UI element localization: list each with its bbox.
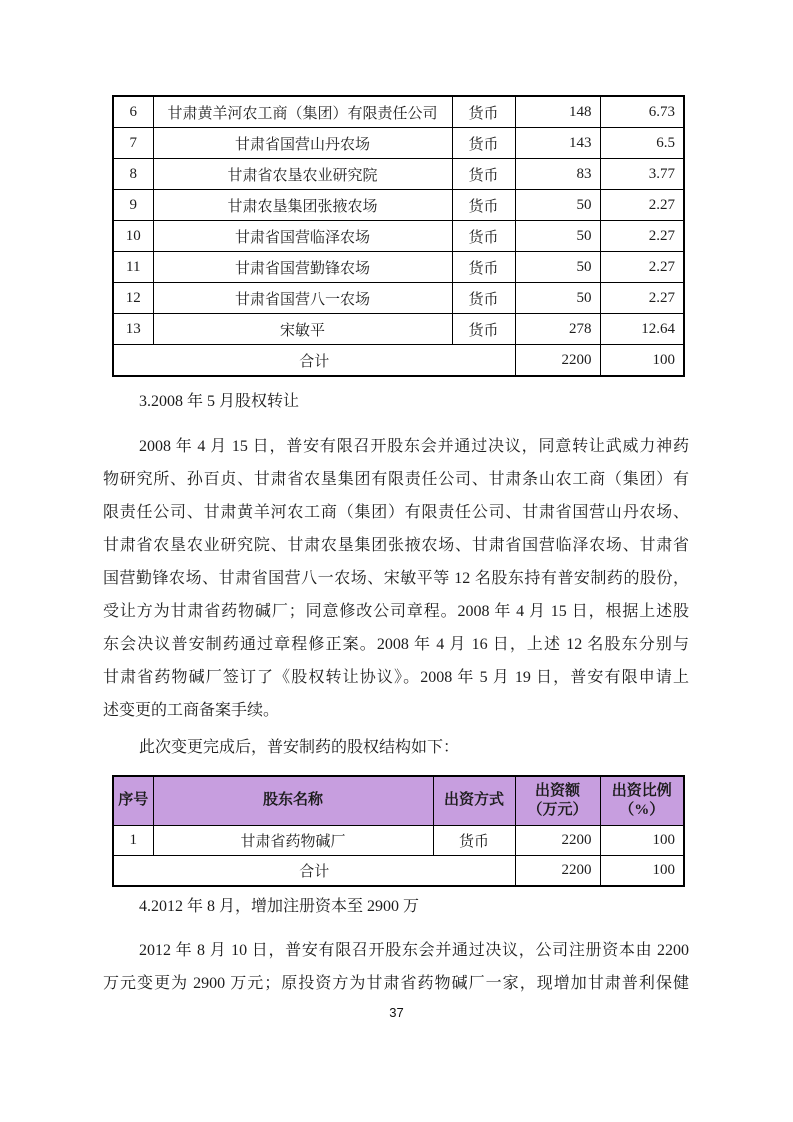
header-shareholder-name: 股东名称	[153, 776, 433, 826]
cell-shareholder-name: 甘肃省国营临泽农场	[153, 221, 452, 252]
cell-amount: 143	[515, 128, 600, 159]
cell-contribution-method: 货币	[452, 283, 515, 314]
text-line: 国营勤锋农场、甘肃省国营八一农场、宋敏平等 12 名股东持有普安制药的股份，	[103, 570, 689, 587]
text-line: 甘肃省农垦农业研究院、甘肃农垦集团张掖农场、甘肃省国营临泽农场、甘肃省	[103, 537, 689, 554]
total-label: 合计	[113, 345, 515, 377]
cell-ratio: 3.77	[600, 159, 684, 190]
cell-seq: 13	[113, 314, 153, 345]
text-line: 限责任公司、甘肃黄羊河农工商（集团）有限责任公司、甘肃省国营山丹农场、	[103, 504, 689, 521]
table-row	[113, 96, 684, 128]
section-3-heading: 3.2008 年 5 月股权转让	[139, 393, 300, 410]
total-ratio: 100	[600, 856, 684, 887]
cell-contribution-method: 货币	[452, 252, 515, 283]
header-amount-line1: 出资额	[534, 782, 580, 799]
header-ratio-line2: （%）	[619, 802, 665, 818]
table-intro-line	[103, 731, 689, 764]
text-line: 受让方为甘肃省药物碱厂；同意修改公司章程。2008 年 4 月 15 日，根据上述股	[103, 603, 689, 620]
section-3-paragraph	[103, 430, 689, 727]
cell-ratio: 2.27	[600, 221, 684, 252]
cell-shareholder-name: 甘肃省药物碱厂	[153, 826, 433, 856]
cell-contribution-method: 货币	[452, 221, 515, 252]
table-row	[113, 252, 684, 283]
section-4-paragraph	[103, 934, 689, 1000]
cell-amount: 50	[515, 283, 600, 314]
header-amount	[515, 776, 600, 826]
text-line: 甘肃省药物碱厂签订了《股权转让协议》。2008 年 5 月 19 日，普安有限申请上	[103, 669, 689, 686]
cell-contribution-method: 货币	[452, 96, 515, 128]
table-total-row	[113, 856, 684, 887]
text-line: 万元变更为 2900 万元；原投资方为甘肃省药物碱厂一家，现增加甘肃普利保健	[103, 975, 689, 992]
cell-amount: 148	[515, 96, 600, 128]
cell-shareholder-name: 甘肃农垦集团张掖农场	[153, 190, 452, 221]
cell-seq: 11	[113, 252, 153, 283]
table-row	[113, 283, 684, 314]
cell-seq: 10	[113, 221, 153, 252]
header-ratio	[600, 776, 684, 826]
text-line: 述变更的工商备案手续。	[103, 702, 280, 719]
table-row	[113, 159, 684, 190]
header-contribution-method: 出资方式	[433, 776, 515, 826]
cell-amount: 278	[515, 314, 600, 345]
cell-seq: 7	[113, 128, 153, 159]
page-number: 37	[389, 1005, 404, 1020]
cell-contribution-method: 货币	[452, 314, 515, 345]
table-row	[113, 221, 684, 252]
total-amount: 2200	[515, 345, 600, 377]
table-row	[113, 826, 684, 856]
cell-amount: 50	[515, 190, 600, 221]
cell-contribution-method: 货币	[452, 128, 515, 159]
table-header-row	[113, 776, 684, 826]
table-row	[113, 190, 684, 221]
header-amount-line2: （万元）	[527, 802, 588, 818]
cell-ratio: 12.64	[600, 314, 684, 345]
cell-shareholder-name: 甘肃省农垦农业研究院	[153, 159, 452, 190]
cell-ratio: 6.73	[600, 96, 684, 128]
cell-contribution-method: 货币	[452, 159, 515, 190]
cell-seq: 6	[113, 96, 153, 128]
text-line: 物研究所、孙百贞、甘肃省农垦集团有限责任公司、甘肃条山农工商（集团）有	[103, 471, 689, 488]
cell-contribution-method: 货币	[452, 190, 515, 221]
text-line: 2012 年 8 月 10 日，普安有限召开股东会并通过决议，公司注册资本由 2200	[139, 942, 689, 959]
shareholder-table-continued	[112, 95, 685, 377]
text-line: 此次变更完成后，普安制药的股权结构如下：	[139, 739, 460, 756]
total-label: 合计	[113, 856, 515, 887]
cell-ratio: 100	[600, 826, 684, 856]
cell-amount: 50	[515, 221, 600, 252]
cell-ratio: 6.5	[600, 128, 684, 159]
cell-seq: 8	[113, 159, 153, 190]
cell-amount: 83	[515, 159, 600, 190]
table-row	[113, 314, 684, 345]
cell-seq: 1	[113, 826, 153, 856]
cell-ratio: 2.27	[600, 283, 684, 314]
cell-shareholder-name: 甘肃省国营八一农场	[153, 283, 452, 314]
cell-ratio: 2.27	[600, 190, 684, 221]
total-ratio: 100	[600, 345, 684, 377]
total-amount: 2200	[515, 856, 600, 887]
text-line: 东会决议普安制药通过章程修正案。2008 年 4 月 16 日，上述 12 名股东分别与	[103, 636, 689, 653]
cell-seq: 9	[113, 190, 153, 221]
text-line: 2008 年 4 月 15 日，普安有限召开股东会并通过决议，同意转让武威力神药	[139, 438, 689, 455]
cell-amount: 50	[515, 252, 600, 283]
cell-seq: 12	[113, 283, 153, 314]
cell-shareholder-name: 甘肃省国营勤锋农场	[153, 252, 452, 283]
header-seq: 序号	[113, 776, 153, 826]
cell-ratio: 2.27	[600, 252, 684, 283]
cell-amount: 2200	[515, 826, 600, 856]
table-total-row	[113, 345, 684, 377]
cell-shareholder-name: 甘肃黄羊河农工商（集团）有限责任公司	[153, 96, 452, 128]
header-ratio-line1: 出资比例	[611, 782, 672, 799]
cell-shareholder-name: 甘肃省国营山丹农场	[153, 128, 452, 159]
equity-structure-table	[112, 775, 685, 887]
cell-shareholder-name: 宋敏平	[153, 314, 452, 345]
table-row	[113, 128, 684, 159]
section-4-heading: 4.2012 年 8 月，增加注册资本至 2900 万	[139, 898, 420, 915]
cell-contribution-method: 货币	[433, 826, 515, 856]
